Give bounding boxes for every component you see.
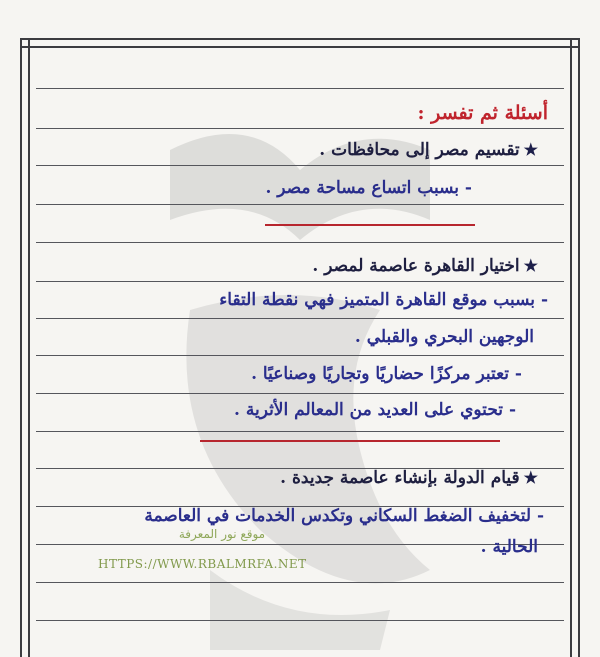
answer-3-2: الحالية . [480,537,538,557]
answer-2-2: الوجهين البحري والقبلي . [354,327,534,347]
question-3: ★قيام الدولة بإنشاء عاصمة جديدة . [280,468,538,488]
answer-3-1: - لتخفيف الضغط السكاني وتكدس الخدمات في العاصمة [144,506,544,526]
page-border-right [570,40,580,657]
page-title: أسئلة ثم تفسر : [417,102,548,124]
page-border-top [20,38,580,48]
ruled-line [36,128,564,129]
answer-2-3: - تعتبر مركزًا حضاريًا وتجاريًا وصناعيًا . [251,364,522,384]
ruled-line [36,165,564,166]
answer-2-1: - بسبب موقع القاهرة المتميز فهي نقطة التقاء [219,290,548,310]
watermark-site-name: موقع نور المعرفة [178,527,266,541]
ruled-line [36,88,564,89]
ruled-line [36,355,564,356]
question-1: ★تقسيم مصر إلى محافظات . [319,140,538,160]
section-divider [265,224,475,226]
star-icon: ★ [523,256,538,275]
watermark-url: HTTPS://WWW.RBALMRFA.NET [98,557,307,571]
ruled-line [36,242,564,243]
page-border-left [20,40,30,657]
question-2: ★اختيار القاهرة عاصمة لمصر . [312,256,538,276]
section-divider [200,440,500,442]
ruled-line [36,281,564,282]
answer-2-4: - تحتوي على العديد من المعالم الأثرية . [234,400,516,420]
star-icon: ★ [523,468,538,487]
ruled-line [36,393,564,394]
ruled-line [36,204,564,205]
answer-1-1: - بسبب اتساع مساحة مصر . [265,178,472,198]
ruled-line [36,431,564,432]
star-icon: ★ [523,140,538,159]
ruled-line [36,620,564,621]
ruled-line [36,582,564,583]
ruled-line [36,318,564,319]
